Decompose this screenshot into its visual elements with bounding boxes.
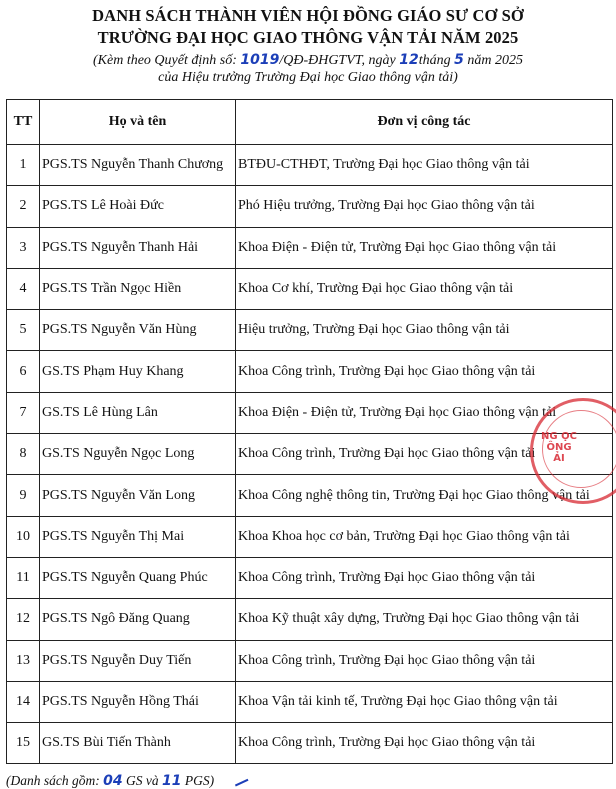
row-number: 9: [7, 475, 40, 516]
row-number: 14: [7, 681, 40, 722]
summary-prefix: (Danh sách gồm:: [6, 773, 104, 788]
table-row: [7, 557, 613, 598]
decision-year: năm 2025: [463, 53, 523, 68]
row-number: 4: [7, 268, 40, 309]
column-header-unit: Đơn vị công tác: [236, 100, 613, 145]
row-number: 11: [7, 557, 40, 598]
member-unit: Khoa Công trình, Trường Đại học Giao thông vận tải: [236, 557, 613, 598]
member-name: PGS.TS Nguyễn Thị Mai: [40, 516, 236, 557]
table-row: [7, 599, 613, 640]
table-row: [7, 227, 613, 268]
table-row: [7, 640, 613, 681]
summary-suffix: PGS): [181, 773, 215, 788]
member-name: GS.TS Phạm Huy Khang: [40, 351, 236, 392]
member-unit: Khoa Điện - Điện tử, Trường Đại học Giao thông vận tải: [236, 392, 613, 433]
member-unit: Khoa Công trình, Trường Đại học Giao thông vận tải: [236, 723, 613, 764]
row-number: 5: [7, 310, 40, 351]
gs-count-handwritten: 04: [103, 773, 123, 789]
row-number: 15: [7, 723, 40, 764]
table-row: [7, 186, 613, 227]
decision-number-handwritten: 1019: [240, 52, 280, 68]
member-name: GS.TS Bùi Tiến Thành: [40, 723, 236, 764]
member-name: GS.TS Lê Hùng Lân: [40, 392, 236, 433]
table-header-row: [7, 100, 613, 145]
member-unit: Khoa Công nghệ thông tin, Trường Đại học Giao thông vận tải: [236, 475, 613, 516]
member-table: [6, 99, 613, 764]
member-unit: Khoa Điện - Điện tử, Trường Đại học Giao thông vận tải: [236, 227, 613, 268]
table-row: [7, 475, 613, 516]
table-body: [7, 145, 613, 764]
list-summary: [6, 773, 214, 789]
member-unit: Phó Hiệu trưởng, Trường Đại học Giao thông vận tải: [236, 186, 613, 227]
decision-prefix: (Kèm theo Quyết định số:: [93, 53, 241, 68]
table-row: [7, 392, 613, 433]
seal-text: NG ỌC ÔNG ẢI: [541, 431, 577, 464]
member-name: PGS.TS Nguyễn Thanh Hải: [40, 227, 236, 268]
row-number: 6: [7, 351, 40, 392]
column-header-tt: TT: [7, 100, 40, 145]
row-number: 1: [7, 145, 40, 186]
column-header-name: Họ và tên: [40, 100, 236, 145]
decision-month-handwritten: 5: [454, 52, 464, 68]
check-mark-icon: [232, 772, 249, 787]
row-number: 12: [7, 599, 40, 640]
row-number: 7: [7, 392, 40, 433]
member-unit: BTĐU-CTHĐT, Trường Đại học Giao thông vận tải: [236, 145, 613, 186]
member-name: PGS.TS Nguyễn Văn Hùng: [40, 310, 236, 351]
table-row: [7, 723, 613, 764]
summary-mid: GS và: [122, 773, 162, 788]
member-name: PGS.TS Nguyễn Thanh Chương: [40, 145, 236, 186]
decision-issuer: của Hiệu trưởng Trường Đại học Giao thông vận tải): [158, 70, 458, 85]
table-row: [7, 434, 613, 475]
member-name: PGS.TS Nguyễn Quang Phúc: [40, 557, 236, 598]
decision-mid-2: tháng: [418, 53, 455, 68]
member-unit: Khoa Vận tải kinh tế, Trường Đại học Giao thông vận tải: [236, 681, 613, 722]
row-number: 13: [7, 640, 40, 681]
member-name: PGS.TS Lê Hoài Đức: [40, 186, 236, 227]
member-unit: Khoa Khoa học cơ bản, Trường Đại học Giao thông vận tải: [236, 516, 613, 557]
member-unit: Khoa Công trình, Trường Đại học Giao thông vận tải: [236, 351, 613, 392]
table-row: [7, 310, 613, 351]
pgs-count-handwritten: 11: [161, 773, 182, 789]
member-unit: Khoa Công trình, Trường Đại học Giao thông vận tải: [236, 640, 613, 681]
decision-reference: [0, 52, 616, 69]
document-title-line-1: DANH SÁCH THÀNH VIÊN HỘI ĐỒNG GIÁO SƯ CƠ SỞ: [92, 6, 524, 25]
table-row: [7, 681, 613, 722]
member-unit: Khoa Cơ khí, Trường Đại học Giao thông vận tải: [236, 268, 613, 309]
member-name: PGS.TS Nguyễn Duy Tiến: [40, 640, 236, 681]
table-row: [7, 351, 613, 392]
member-name: PGS.TS Nguyễn Văn Long: [40, 475, 236, 516]
member-unit: Khoa Kỹ thuật xây dựng, Trường Đại học Giao thông vận tải: [236, 599, 613, 640]
decision-day-handwritten: 12: [399, 52, 419, 68]
member-name: GS.TS Nguyễn Ngọc Long: [40, 434, 236, 475]
member-unit: Khoa Công trình, Trường Đại học Giao thông vận tải: [236, 434, 613, 475]
decision-mid-1: /QĐ-ĐHGTVT, ngày: [279, 53, 400, 68]
table-row: [7, 268, 613, 309]
table-row: [7, 516, 613, 557]
document-title-line-2: TRƯỜNG ĐẠI HỌC GIAO THÔNG VẬN TẢI NĂM 2025: [97, 28, 519, 47]
member-name: PGS.TS Nguyễn Hồng Thái: [40, 681, 236, 722]
row-number: 2: [7, 186, 40, 227]
row-number: 8: [7, 434, 40, 475]
table-row: [7, 145, 613, 186]
row-number: 3: [7, 227, 40, 268]
member-name: PGS.TS Ngô Đăng Quang: [40, 599, 236, 640]
row-number: 10: [7, 516, 40, 557]
member-unit: Hiệu trưởng, Trường Đại học Giao thông vận tải: [236, 310, 613, 351]
member-name: PGS.TS Trần Ngọc Hiền: [40, 268, 236, 309]
